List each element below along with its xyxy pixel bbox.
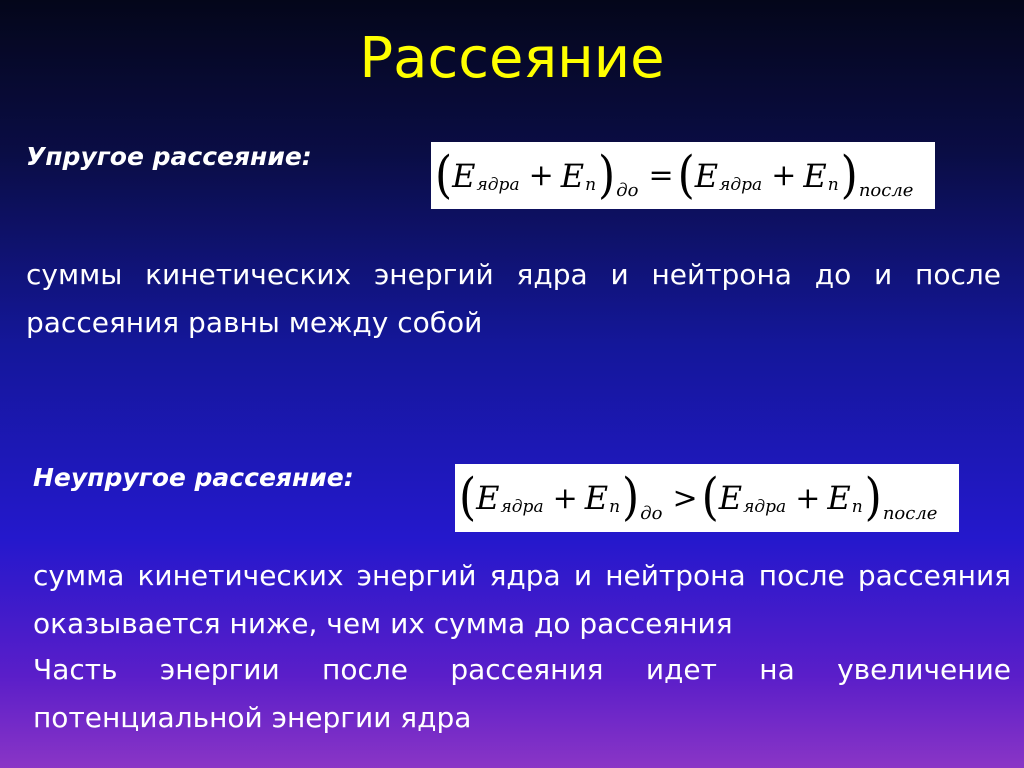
- formula-subscript-before: до: [640, 502, 663, 524]
- formula-plus: +: [528, 158, 554, 193]
- formula-relation: >: [672, 480, 698, 516]
- formula-subscript-nucleus: ядра: [719, 174, 763, 195]
- formula-paren: ): [598, 145, 616, 205]
- formula-energy-symbol: E: [560, 156, 585, 195]
- formula-subscript-neutron: n: [851, 497, 863, 517]
- formula-paren: (: [459, 468, 477, 527]
- elastic-formula: [431, 142, 935, 209]
- inelastic-description: сумма кинетических энергий ядра и нейтрона после рассеяния оказывается ниже, чем их сумма до рассеяния: [33, 559, 1011, 640]
- formula-paren: (: [435, 145, 453, 205]
- formula-energy-symbol: E: [452, 156, 476, 195]
- formula-plus: +: [795, 480, 821, 516]
- formula-paren: (: [677, 145, 695, 205]
- slide-title: Рассеяние: [359, 26, 665, 91]
- formula-plus: +: [771, 158, 797, 193]
- formula-energy-symbol: E: [718, 479, 743, 517]
- formula-energy-symbol: E: [827, 479, 851, 517]
- formula-subscript-neutron: n: [585, 174, 597, 195]
- formula-plus: +: [552, 480, 578, 516]
- formula-paren: ): [840, 145, 858, 205]
- formula-paren: ): [622, 468, 640, 527]
- formula-subscript-after: после: [858, 180, 914, 201]
- formula-subscript-nucleus: ядра: [500, 497, 544, 517]
- formula-subscript-nucleus: ядра: [476, 174, 520, 195]
- formula-energy-symbol: E: [584, 479, 609, 517]
- elastic-scattering-label: Упругое рассеяние:: [26, 142, 312, 171]
- formula-subscript-neutron: n: [827, 174, 839, 195]
- formula-paren: (: [701, 468, 719, 527]
- formula-paren: ): [864, 468, 882, 527]
- inelastic-formula: [455, 464, 959, 532]
- elastic-description: суммы кинетических энергий ядра и нейтрона до и после рассеяния равны между собой: [26, 258, 1001, 339]
- formula-energy-symbol: E: [803, 156, 827, 195]
- formula-subscript-before: до: [616, 180, 639, 201]
- formula-subscript-nucleus: ядра: [743, 497, 787, 517]
- formula-energy-symbol: E: [694, 156, 719, 195]
- formula-relation: =: [648, 158, 674, 193]
- formula-energy-symbol: E: [476, 479, 500, 517]
- inelastic-scattering-label: Неупругое рассеяние:: [33, 463, 354, 492]
- inelastic-energy-note: Часть энергии после рассеяния идет на увеличение потенциальной энергии ядра: [33, 653, 1011, 734]
- formula-subscript-after: после: [882, 502, 938, 524]
- formula-subscript-neutron: n: [609, 497, 621, 517]
